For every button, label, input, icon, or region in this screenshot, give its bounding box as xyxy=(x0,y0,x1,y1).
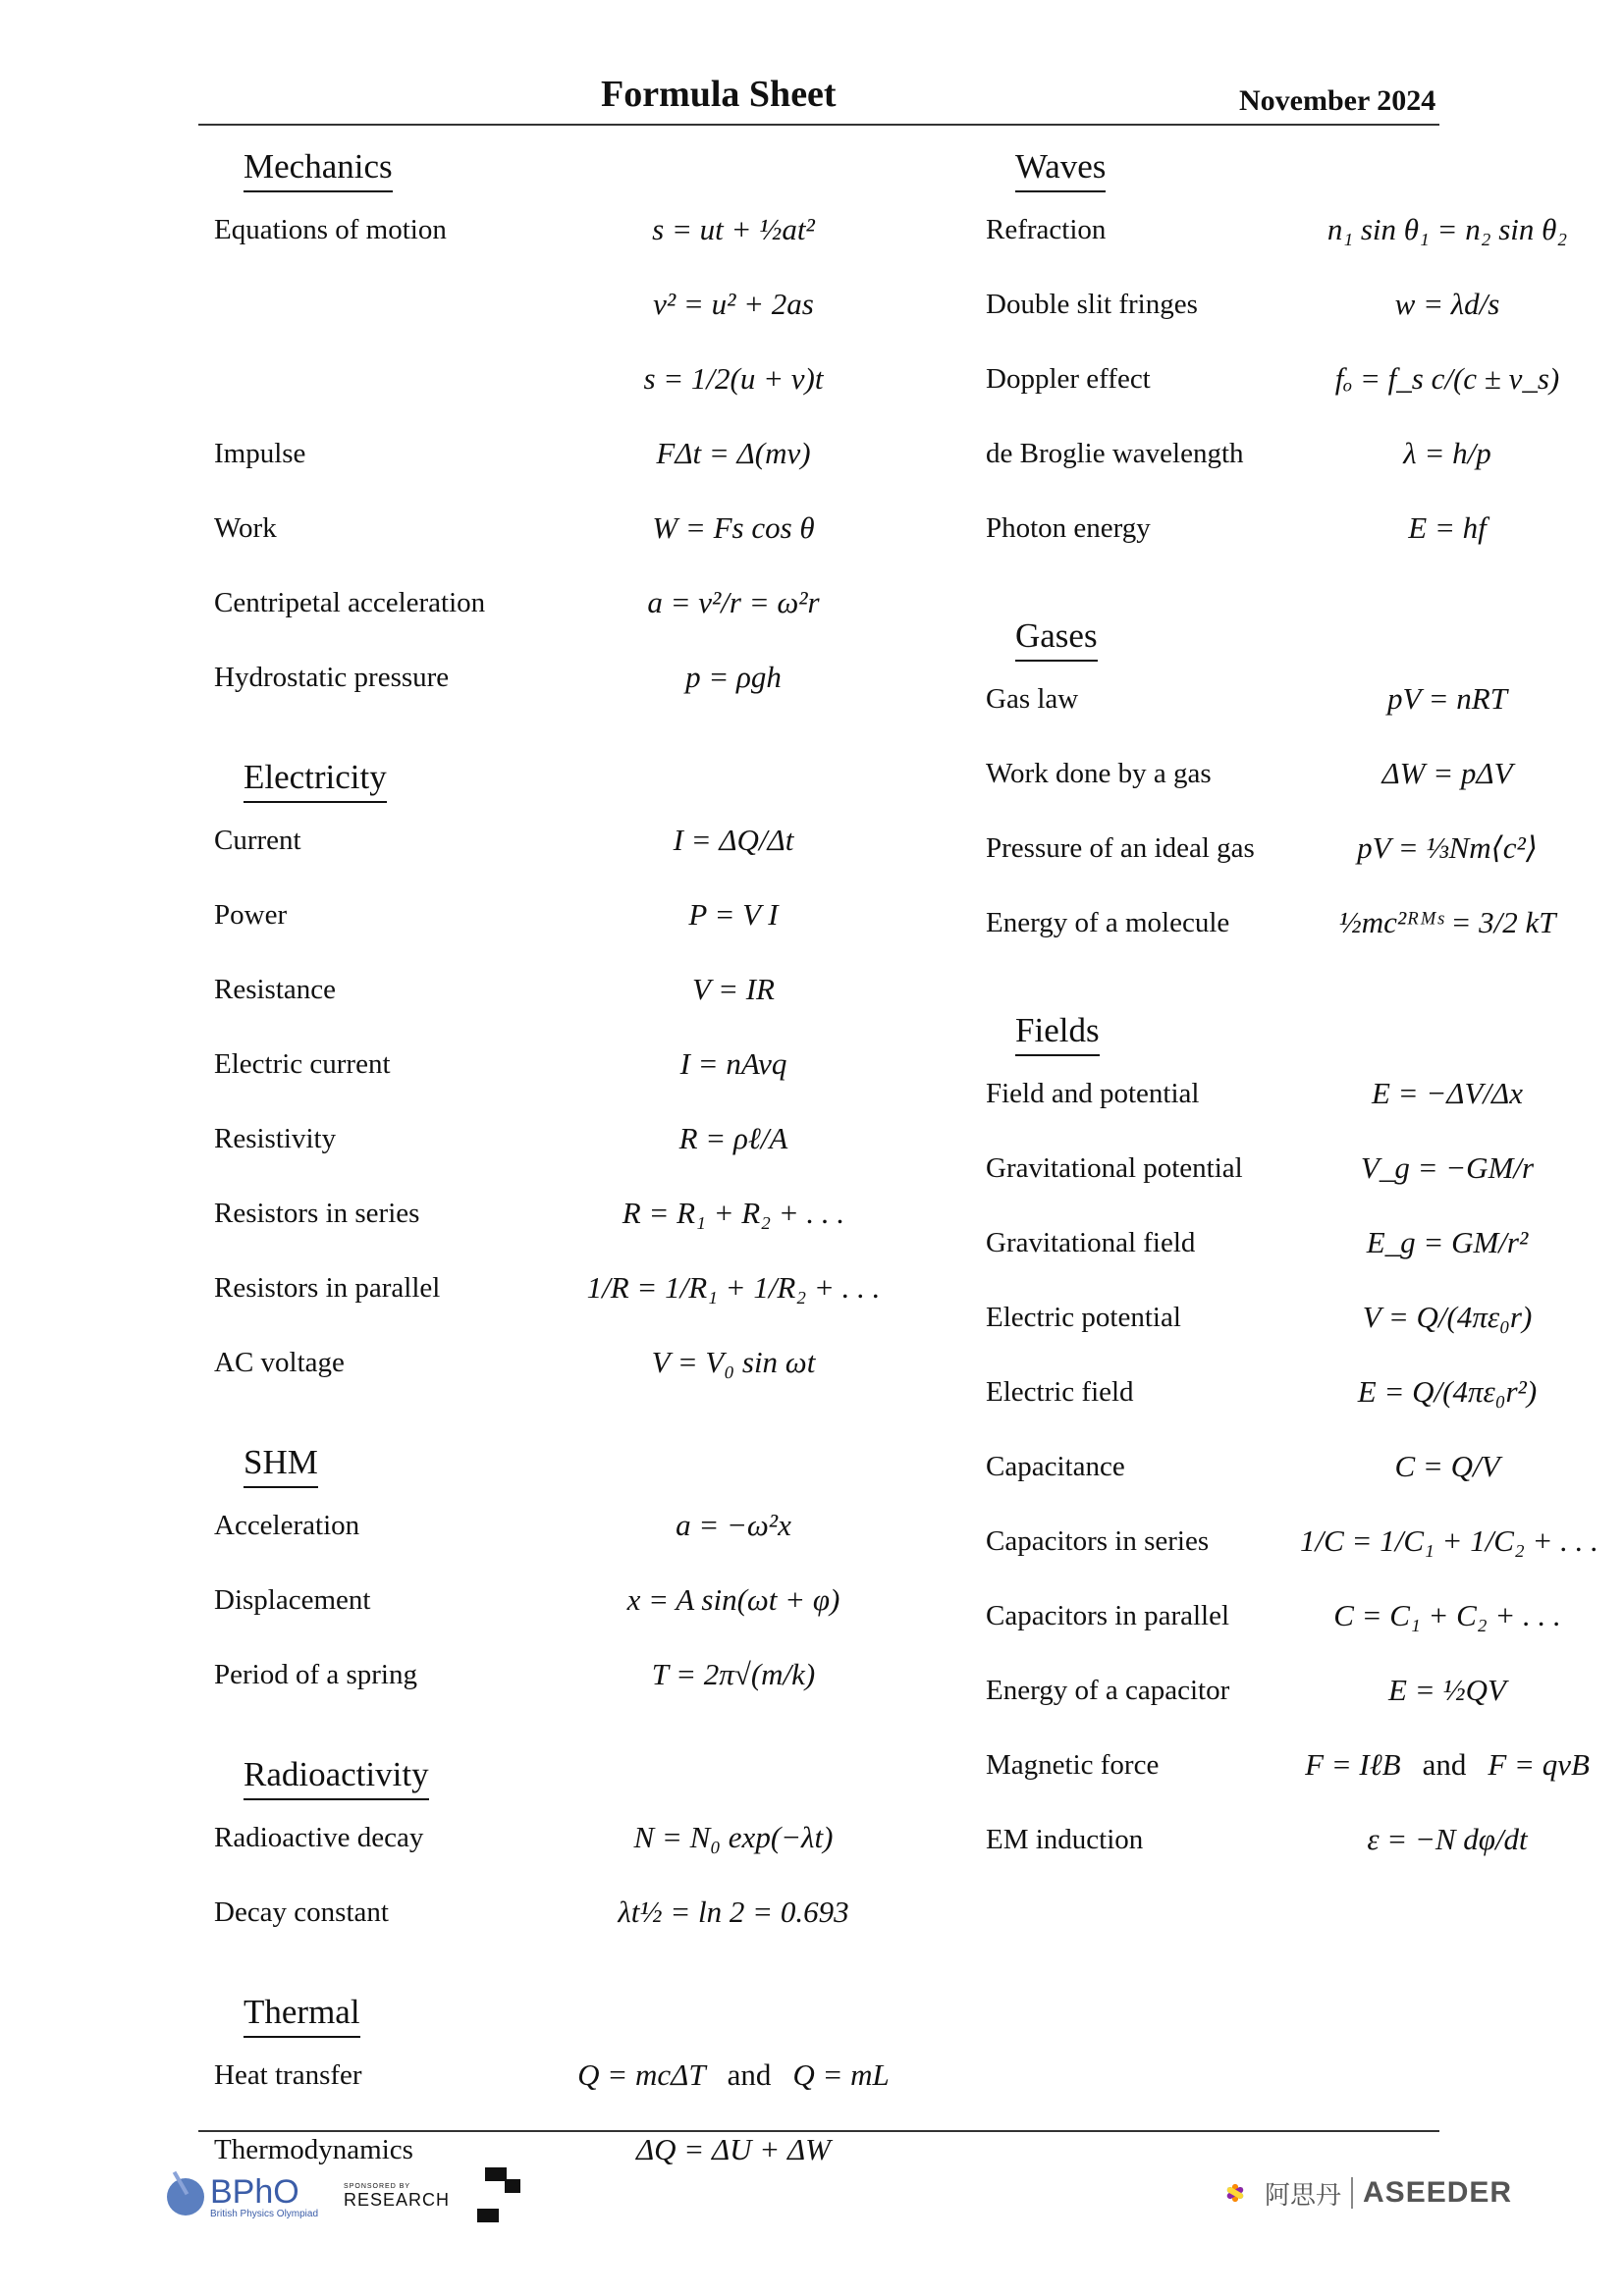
formula-equation xyxy=(1300,830,1595,866)
section-heading: Radioactivity xyxy=(244,1755,429,1800)
formula-label: Equations of motion xyxy=(214,213,447,245)
section-spacer xyxy=(986,960,1614,1011)
formula-row xyxy=(214,267,921,342)
section-heading: Gases xyxy=(1015,616,1098,662)
equation-text: Q = mcΔT xyxy=(577,2057,706,2092)
formula-label: Resistivity xyxy=(214,1122,337,1154)
sponsor-name: RESEARCH xyxy=(344,2190,451,2210)
equation-text: V = V₀ sin ωt xyxy=(651,1345,816,1379)
section-spacer xyxy=(986,565,1614,616)
formula-row xyxy=(214,192,921,267)
formula-equation xyxy=(1300,510,1595,546)
bpho-name: BPhO xyxy=(210,2172,299,2211)
formula-label: Work done by a gas xyxy=(986,757,1212,789)
formula-equation xyxy=(1300,1449,1595,1484)
formula-label: Electric field xyxy=(986,1375,1134,1408)
equation-text: N = N₀ exp(−λt) xyxy=(633,1820,834,1854)
equation-text: C = Q/V xyxy=(1394,1449,1500,1483)
formula-label: EM induction xyxy=(986,1823,1144,1855)
section-spacer xyxy=(214,1400,921,1443)
equation-text: w = λd/s xyxy=(1394,287,1500,321)
equation-text: V = Q/(4πε₀r) xyxy=(1362,1300,1533,1334)
formula-row xyxy=(214,1027,921,1101)
section-heading: Waves xyxy=(1015,147,1106,192)
formula-label: Capacitors in series xyxy=(986,1524,1210,1557)
formula-row xyxy=(214,1563,921,1637)
formula-equation xyxy=(546,436,921,471)
formula-equation xyxy=(1300,436,1595,471)
formula-equation xyxy=(546,510,921,546)
formula-equation xyxy=(1300,1673,1595,1708)
equation-text: n₁ sin θ₁ = n₂ sin θ₂ xyxy=(1326,212,1568,246)
formula-row xyxy=(986,1056,1614,1131)
equation-text: C = C₁ + C₂ + . . . xyxy=(1333,1598,1561,1632)
section-spacer xyxy=(214,715,921,758)
formula-label: Photon energy xyxy=(986,511,1151,544)
section-spacer xyxy=(214,1712,921,1755)
left-column xyxy=(214,147,921,2187)
formula-equation xyxy=(1300,1300,1595,1335)
formula-label: Double slit fringes xyxy=(986,288,1198,320)
formula-label: Centripetal acceleration xyxy=(214,586,486,618)
equation-text: pV = ⅓Nm⟨c²⟩ xyxy=(1357,830,1538,865)
footer-rule xyxy=(198,2130,1439,2132)
equation-text: ΔW = pΔV xyxy=(1381,756,1513,790)
formula-row xyxy=(214,416,921,491)
formula-label: Radioactive decay xyxy=(214,1821,424,1853)
equation-text: s = 1/2(u + v)t xyxy=(643,361,824,396)
formula-equation xyxy=(546,2132,921,2167)
equation-text-second: Q = mL xyxy=(792,2057,890,2092)
formula-label: Resistors in parallel xyxy=(214,1271,441,1304)
equation-text: E = ½QV xyxy=(1388,1673,1506,1707)
formula-equation xyxy=(546,1820,921,1855)
bpho-logo xyxy=(167,2172,319,2219)
section-shm xyxy=(214,1443,921,1712)
formula-label: Gravitational field xyxy=(986,1226,1196,1258)
formula-equation xyxy=(546,897,921,933)
equation-text: E = −ΔV/Δx xyxy=(1372,1076,1523,1110)
aseeder-star-icon xyxy=(1216,2173,1255,2213)
formula-row xyxy=(986,736,1614,811)
formula-equation xyxy=(1300,1747,1595,1783)
header-rule xyxy=(198,124,1439,126)
section-fields xyxy=(986,1011,1614,1877)
formula-label: Electric current xyxy=(214,1047,391,1080)
equation-text: E = Q/(4πε₀r²) xyxy=(1357,1374,1538,1409)
equation-text: pV = nRT xyxy=(1387,681,1507,716)
equation-text: P = V I xyxy=(688,897,779,932)
formula-row xyxy=(986,416,1614,491)
sponsor-caption: SPONSORED BY xyxy=(344,2183,411,2190)
formula-row xyxy=(214,1325,921,1400)
equation-text: E = hf xyxy=(1408,510,1487,545)
formula-row xyxy=(986,1355,1614,1429)
section-heading: Electricity xyxy=(244,758,387,803)
formula-equation xyxy=(1300,1598,1595,1633)
formula-label: Power xyxy=(214,898,288,931)
equation-text: p = ρgh xyxy=(685,660,782,694)
formula-equation xyxy=(1300,361,1595,397)
formula-row xyxy=(986,342,1614,416)
formula-label: Refraction xyxy=(986,213,1107,245)
section-gases xyxy=(986,616,1614,960)
formula-row xyxy=(986,662,1614,736)
equation-conjunction: and xyxy=(1422,1747,1467,1782)
formula-equation xyxy=(1300,681,1595,717)
section-mechanics xyxy=(214,147,921,715)
formula-equation xyxy=(546,585,921,620)
equation-text: F = IℓB xyxy=(1305,1747,1401,1782)
page-title: Formula Sheet xyxy=(601,74,837,115)
research-logo xyxy=(344,2183,450,2211)
equation-text: R = R₁ + R₂ + . . . xyxy=(622,1196,845,1230)
formula-equation xyxy=(546,1657,921,1692)
equation-text: v² = u² + 2as xyxy=(653,287,814,321)
formula-row xyxy=(214,491,921,565)
formula-label: Impulse xyxy=(214,437,306,469)
right-column xyxy=(986,147,1614,1877)
formula-row xyxy=(986,885,1614,960)
formula-row xyxy=(214,1800,921,1875)
formula-equation xyxy=(1300,212,1595,247)
equation-text-second: F = qvB xyxy=(1488,1747,1590,1782)
formula-equation xyxy=(1300,1822,1595,1857)
formula-label: Hydrostatic pressure xyxy=(214,661,450,693)
equation-conjunction: and xyxy=(727,2057,772,2092)
section-heading: Fields xyxy=(1015,1011,1100,1056)
equation-text: ½mc²ᴿᴹˢ = 3/2 kT xyxy=(1338,905,1556,939)
formula-label: Energy of a capacitor xyxy=(986,1674,1230,1706)
formula-row xyxy=(986,1504,1614,1578)
aseeder-logo xyxy=(1216,2173,1512,2213)
formula-row xyxy=(986,1578,1614,1653)
equation-text: V_g = −GM/r xyxy=(1360,1150,1535,1185)
aseeder-english-name: ASEEDER xyxy=(1363,2176,1513,2209)
formula-equation xyxy=(546,972,921,1007)
formula-label: Magnetic force xyxy=(986,1748,1160,1781)
formula-label: Doppler effect xyxy=(986,362,1151,395)
equation-text: a = −ω²x xyxy=(676,1508,791,1542)
formula-equation xyxy=(1300,756,1595,791)
formula-row xyxy=(214,1875,921,1949)
formula-row xyxy=(214,2038,921,2112)
formula-label: Resistors in series xyxy=(214,1197,420,1229)
equation-text: I = nAvq xyxy=(679,1046,787,1081)
formula-row xyxy=(986,267,1614,342)
formula-equation xyxy=(1300,1150,1595,1186)
formula-equation xyxy=(1300,905,1595,940)
formula-row xyxy=(986,811,1614,885)
formula-label: Energy of a molecule xyxy=(986,906,1230,938)
equation-text: 1/C = 1/C₁ + 1/C₂ + . . . xyxy=(1300,1523,1598,1558)
section-heading: Thermal xyxy=(244,1993,360,2038)
formula-label: Period of a spring xyxy=(214,1658,417,1690)
formula-row xyxy=(214,803,921,878)
formula-label: Acceleration xyxy=(214,1509,360,1541)
formula-row xyxy=(214,640,921,715)
footer-sponsor-logos xyxy=(167,2167,524,2226)
formula-row xyxy=(214,952,921,1027)
formula-equation xyxy=(546,212,921,247)
formula-equation xyxy=(1300,1523,1598,1559)
formula-equation xyxy=(546,1895,921,1930)
formula-label: Gravitational potential xyxy=(986,1151,1243,1184)
formula-label: Decay constant xyxy=(214,1896,389,1928)
formula-equation xyxy=(1300,1076,1595,1111)
equation-text: T = 2π√(m/k) xyxy=(651,1657,816,1691)
pixel-blocks-icon xyxy=(475,2167,524,2226)
formula-row xyxy=(214,342,921,416)
formula-row xyxy=(214,1251,921,1325)
aseeder-chinese-name: 阿思丹 xyxy=(1265,2179,1342,2210)
formula-row xyxy=(214,1176,921,1251)
section-radioactivity xyxy=(214,1755,921,1949)
formula-row xyxy=(986,1728,1614,1802)
formula-row xyxy=(214,878,921,952)
logo-divider xyxy=(1351,2177,1353,2209)
equation-text: I = ΔQ/Δt xyxy=(673,823,794,857)
formula-label: Thermodynamics xyxy=(214,2133,413,2165)
equation-text: W = Fs cos θ xyxy=(652,510,815,545)
formula-equation xyxy=(546,1046,921,1082)
formula-equation xyxy=(546,1121,921,1156)
formula-label: AC voltage xyxy=(214,1346,345,1378)
formula-label: Electric potential xyxy=(986,1301,1181,1333)
equation-text: ε = −N dφ/dt xyxy=(1367,1822,1528,1856)
equation-text: x = A sin(ωt + φ) xyxy=(626,1582,840,1617)
equation-text: a = v²/r = ω²r xyxy=(647,585,820,619)
formula-row xyxy=(986,1429,1614,1504)
equation-text: fₒ = f_s c/(c ± v_s) xyxy=(1334,361,1560,396)
formula-row xyxy=(986,192,1614,267)
formula-row xyxy=(214,1488,921,1563)
section-electricity xyxy=(214,758,921,1400)
equation-text: ΔQ = ΔU + ΔW xyxy=(635,2132,831,2166)
formula-label: Current xyxy=(214,824,301,856)
formula-label: Displacement xyxy=(214,1583,371,1616)
formula-equation xyxy=(546,823,921,858)
equation-text: FΔt = Δ(mv) xyxy=(656,436,811,470)
section-spacer xyxy=(214,1949,921,1993)
formula-row xyxy=(986,1802,1614,1877)
formula-equation xyxy=(546,1508,921,1543)
formula-row xyxy=(214,1101,921,1176)
formula-equation xyxy=(546,361,921,397)
formula-row xyxy=(986,1205,1614,1280)
formula-equation xyxy=(1300,287,1595,322)
section-waves xyxy=(986,147,1614,565)
formula-label: Heat transfer xyxy=(214,2058,362,2091)
formula-label: Pressure of an ideal gas xyxy=(986,831,1255,864)
formula-equation xyxy=(546,2057,921,2093)
section-heading: SHM xyxy=(244,1443,318,1488)
equation-text: V = IR xyxy=(691,972,775,1006)
equation-text: s = ut + ½at² xyxy=(652,212,815,246)
formula-row xyxy=(986,1131,1614,1205)
formula-label: Field and potential xyxy=(986,1077,1200,1109)
bpho-globe-icon xyxy=(167,2178,204,2216)
formula-label: Gas law xyxy=(986,682,1079,715)
formula-equation xyxy=(546,287,921,322)
equation-text: R = ρℓ/A xyxy=(678,1121,788,1155)
formula-row xyxy=(986,1280,1614,1355)
formula-equation xyxy=(546,660,921,695)
bpho-subtitle: British Physics Olympiad xyxy=(210,2208,319,2219)
formula-row xyxy=(986,491,1614,565)
formula-label: Capacitance xyxy=(986,1450,1125,1482)
equation-text: λt½ = ln 2 = 0.693 xyxy=(618,1895,849,1929)
formula-label: de Broglie wavelength xyxy=(986,437,1244,469)
formula-equation xyxy=(546,1196,921,1231)
formula-equation xyxy=(546,1582,921,1618)
section-heading: Mechanics xyxy=(244,147,393,192)
formula-equation xyxy=(546,1270,921,1306)
page-date: November 2024 xyxy=(1239,84,1436,117)
formula-label: Capacitors in parallel xyxy=(986,1599,1230,1631)
formula-equation xyxy=(546,1345,921,1380)
formula-equation xyxy=(1300,1225,1595,1260)
formula-row xyxy=(986,1653,1614,1728)
equation-text: E_g = GM/r² xyxy=(1366,1225,1529,1259)
formula-row xyxy=(214,565,921,640)
formula-label: Resistance xyxy=(214,973,337,1005)
equation-text: 1/R = 1/R₁ + 1/R₂ + . . . xyxy=(586,1270,881,1305)
section-thermal xyxy=(214,1993,921,2187)
formula-equation xyxy=(1300,1374,1595,1410)
equation-text: λ = h/p xyxy=(1403,436,1491,470)
formula-row xyxy=(214,1637,921,1712)
formula-label: Work xyxy=(214,511,277,544)
